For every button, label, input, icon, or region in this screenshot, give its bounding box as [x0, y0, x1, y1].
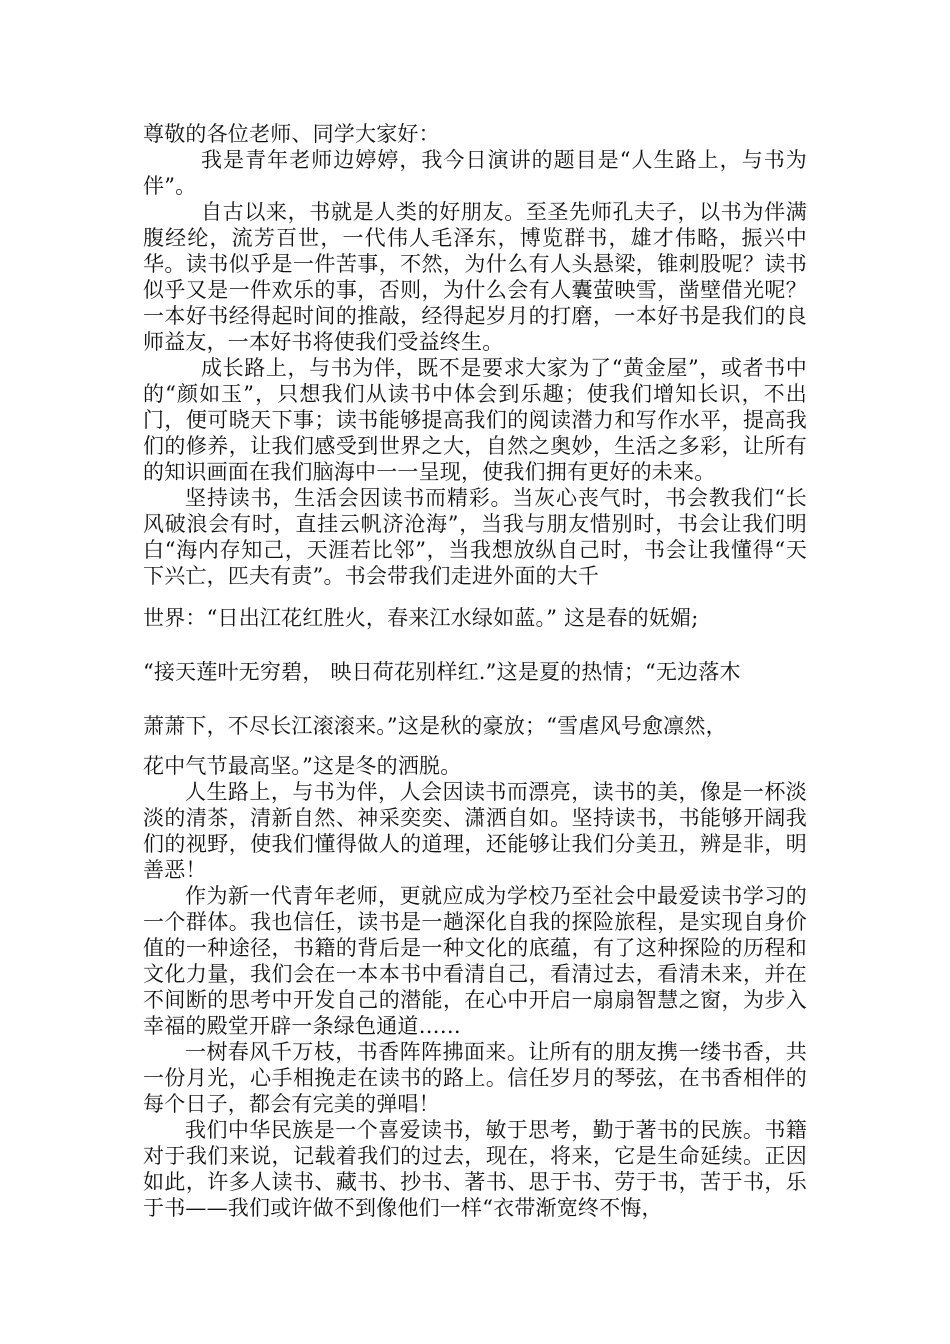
speech-text — [143, 121, 807, 1221]
paragraph-teacher: 作为新一代青年老师，更就应成为学校乃至社会中最爱读书学习的一个群体。我也信任，读书是一趟深化自我的探险旅程，是实现自身价值的一种途径，书籍的背后是一种文化的底蕴，有了这种探险的历程和文化力量，我们会在一本本书中看清自己，看清过去，看清未来，并在不间断的思考中开发自己的潜能，在心中开启一扇扇智慧之窗，为步入幸福的殿堂开辟一条绿色通道…… — [143, 884, 807, 1038]
paragraph-books-friends: 自古以来，书就是人类的好朋友。至圣先师孔夫子，以书为伴满腹经纶，流芳百世，一代伟人毛泽东，博览群书，雄才伟略，振兴中华。读书似乎是一件苦事，不然，为什么有人头悬梁，锥刺股呢？读书似乎又是一件欢乐的事，否则，为什么会有人囊萤映雪，凿壁借光呢？一本好书经得起时间的推敲，经得起岁月的打磨，一本好书是我们的良师益友，一本好书将使我们受益终生。 — [143, 200, 807, 354]
paragraph-nation: 我们中华民族是一个喜爱读书，敏于思考，勤于著书的民族。书籍对于我们来说，记载着我们的过去，现在，将来，它是生命延续。正因如此，许多人读书、藏书、抄书、著书、思于书、劳于书，苦于书，乐于书——我们或许做不到像他们一样“衣带渐宽终不悔， — [143, 1118, 807, 1220]
paragraph-spring-line: 世界：“日出江花红胜火，春来江水绿如蓝。” 这是春的妩媚; — [143, 606, 699, 630]
paragraph-spring-breeze: 一树春风千万枝，书香阵阵拂面来。让所有的朋友携一缕书香，共一份月光，心手相挽走在读书的路上。信任岁月的琴弦，在书香相伴的每个日子，都会有完美的弹唱！ — [143, 1040, 807, 1116]
paragraph-persist: 坚持读书，生活会因读书而精彩。当灰心丧气时，书会教我们“长风破浪会有时，直挂云帆济沧海”，当我与朋友惜别时，书会让我们明白“海内存知己，天涯若比邻”，当我想放纵自己时，书会让我懂得“天下兴亡，匹夫有责”。书会带我们走进外面的大千 — [143, 486, 807, 588]
greeting-line: 尊敬的各位老师、同学大家好： — [143, 122, 440, 146]
paragraph-summer-line: “接天莲叶无穷碧， 映日荷花别样红.”这是夏的热情；“无边落木 — [143, 660, 741, 684]
paragraph-autumn-line: 萧萧下，不尽长江滚滚来。”这是秋的豪放；“雪虐风号愈凛然， — [143, 714, 727, 738]
paragraph-winter-line: 花中气节最高坚。”这是冬的洒脱。 — [143, 754, 462, 778]
paragraph-intro: 我是青年老师边婷婷，我今日演讲的题目是“人生路上，与书为伴”。 — [143, 148, 807, 198]
paragraph-beauty: 人生路上，与书为伴，人会因读书而漂亮，读书的美，像是一杯淡淡的清茶，清新自然、神采奕奕、潇洒自如。坚持读书，书能够开阔我们的视野，使我们懂得做人的道理，还能够让我们分美丑，辨是非，明善恶！ — [143, 780, 807, 882]
paragraph-growth: 成长路上，与书为伴，既不是要求大家为了“黄金屋”，或者书中的“颜如玉”，只想我们从读书中体会到乐趣；使我们增知长识，不出门，便可晓天下事；读书能够提高我们的阅读潜力和写作水平，提高我们的修养，让我们感受到世界之大，自然之奥妙，生活之多彩，让所有的知识画面在我们脑海中一一呈现，使我们拥有更好的未来。 — [143, 356, 807, 484]
